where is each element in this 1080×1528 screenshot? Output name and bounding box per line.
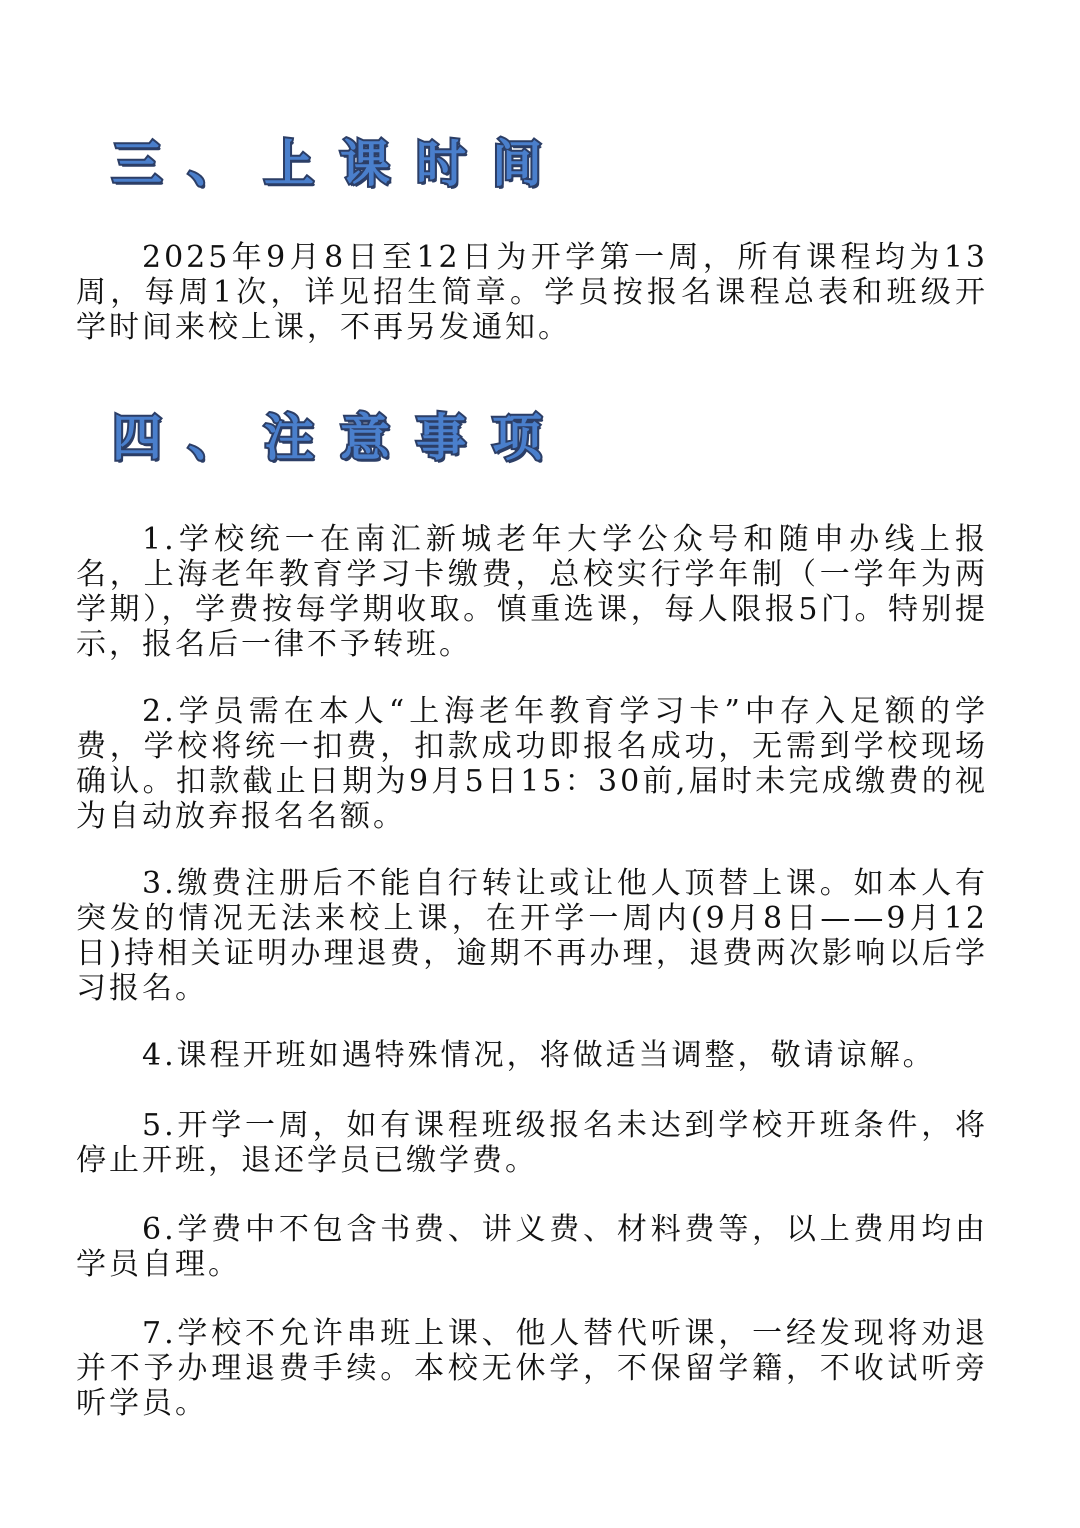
notes-item-4: 4.课程开班如遇特殊情况，将做适当调整，敬请谅解。: [142, 1038, 936, 1073]
section-heading-class-time: 三、上课时间: [112, 135, 568, 193]
notes-item-5: 5.开学一周，如有课程班级报名未达到学校开班条件，将停止开班，退还学员已缴学费。: [76, 1108, 988, 1178]
class-time-paragraph: 2025年9月8日至12日为开学第一周，所有课程均为13周，每周1次，详见招生简章。学员按报名课程总表和班级开学时间来校上课，不再另发通知。: [76, 240, 988, 345]
notes-item-7: 7.学校不允许串班上课、他人替代听课，一经发现将劝退并不予办理退费手续。本校无休学，不保留学籍，不收试听旁听学员。: [76, 1316, 988, 1421]
notes-item-3: 3.缴费注册后不能自行转让或让他人顶替上课。如本人有突发的情况无法来校上课，在开学一周内(9月8日——9月12日)持相关证明办理退费，逾期不再办理，退费两次影响以后学习报名。: [76, 866, 988, 1006]
notes-item-6: 6.学费中不包含书费、讲义费、材料费等，以上费用均由学员自理。: [76, 1212, 988, 1282]
section-heading-notes: 四、注意事项: [112, 409, 568, 467]
notes-item-2: 2.学员需在本人“上海老年教育学习卡”中存入足额的学费，学校将统一扣费，扣款成功即报名成功，无需到学校现场确认。扣款截止日期为9月5日15：30前,届时未完成缴费的视为自动放弃报名名额。: [76, 694, 988, 834]
notes-item-1: 1.学校统一在南汇新城老年大学公众号和随申办线上报名，上海老年教育学习卡缴费，总校实行学年制（一学年为两学期），学费按每学期收取。慎重选课，每人限报5门。特别提示，报名后一律不予转班。: [76, 522, 988, 662]
